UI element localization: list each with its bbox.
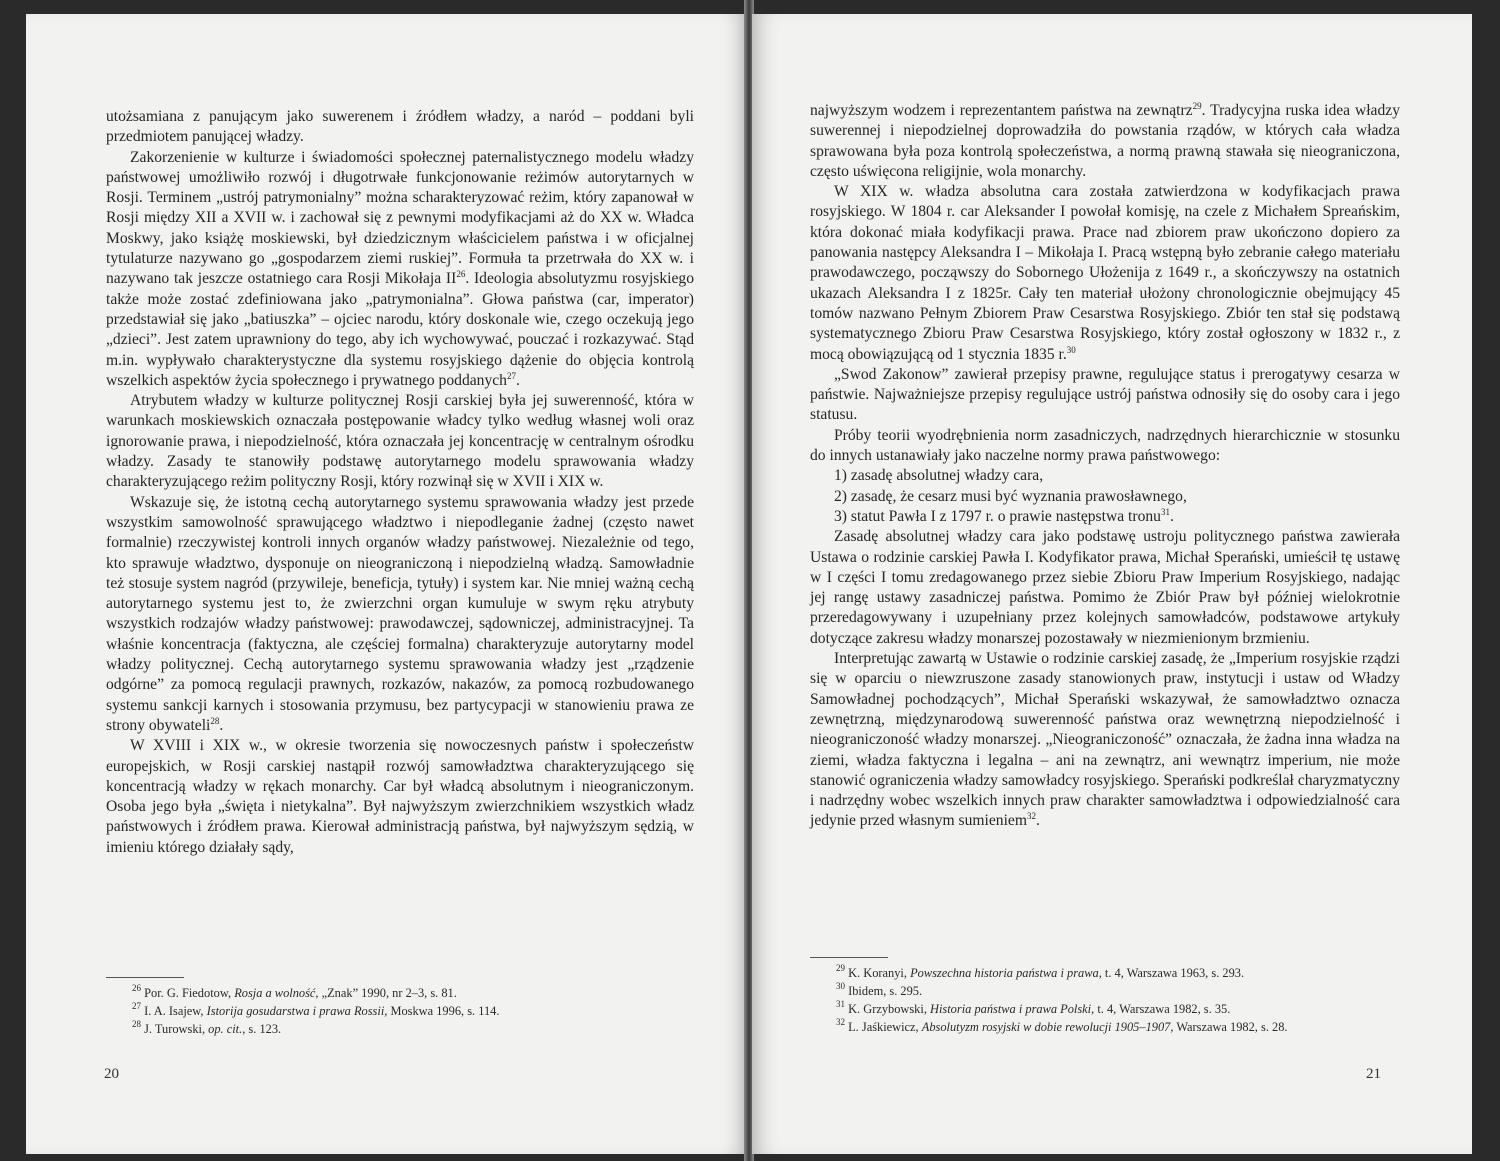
paragraph-text: . Ideologia absolutyzmu rosyjskiego także może zostać zdefiniowana jako „patrymonialna”. Głowa państwa (car, imperator) przedstawiał się jako „batiuszka” – ojciec narodu, który doskonale wie, czego oczekują jego „dzieci”. Jest zatem uprawniony do tego, aby ich wychowywać, pouczać i rozkazywać. Stąd m.in. wypływało charakterystyczne dla systemu rosyjskiego dążenie do objęcia kontrolą wszelkich aspektów życia społecznego i prywatnego poddanych — [106, 270, 694, 389]
left-page — [26, 14, 748, 1154]
right-page-body — [810, 101, 1400, 832]
list-item: 2) zasadę, że cesarz musi być wyznania prawosławnego, — [834, 487, 1187, 505]
footnote-ref: 26 — [456, 269, 466, 280]
paragraph-text: najwyższym wodzem i reprezentantem państwa na zewnątrz — [810, 102, 1193, 119]
footnotes — [836, 964, 1406, 1036]
paragraph-text: . — [1035, 812, 1040, 830]
footnote — [836, 982, 1406, 1000]
footnote-number: 26 — [132, 983, 141, 993]
footnote-number: 30 — [836, 981, 845, 991]
footnote-text: J. Turowski, — [144, 1022, 209, 1036]
footnote-ref: 31 — [1160, 506, 1170, 517]
footnote-text: K. Grzybowski, — [848, 1002, 931, 1016]
paragraph: Atrybutem władzy w kulturze politycznej Rosji carskiej była jej suwerenność, która w warunkach moskiewskich oznaczała postępowanie władcy tylko według własnej woli oraz ignorowanie prawa, i niepodzielność, która oznaczała jej koncentrację w centralnym ośrodku władzy. Zasady te stanowiły podstawę autorytarnego modelu sprawowania władzy charakteryzującego reżim polityczny Rosji, który rozwinął się w XVII i XIX w. — [106, 392, 694, 491]
footnote-text: Moskwa 1996, s. 114. — [387, 1004, 500, 1018]
left-page-body — [106, 107, 694, 858]
footnote-title: Absolutyzm rosyjski w dobie rewolucji 1905–1907, — [921, 1020, 1174, 1034]
footnote-divider — [106, 977, 184, 978]
footnote-number: 27 — [132, 1001, 141, 1011]
footnote-number: 31 — [836, 999, 845, 1009]
paragraph-text: Wskazuje się, że istotną cechą autorytarnego systemu sprawowania władzy jest przede wszystkim samowolność sprawującego władztwo i niepodleganie żadnej (często nawet formalnie) rzeczywistej kontroli innych organów władzy państwowej. Niezależnie od tego, kto sprawuje władztwo, dysponuje on nieograniczoną i niepodzielną władzą. Samowładnie też stosuje system nagród (przywileje, beneficja, tytuły) i system kar. Nie mniej ważną cechą autorytarnego systemu jest to, że zwierzchni organ kumuluje w swym ręku atrybuty wszystkich rodzajów władzy państwowej: prawodawczej, sądowniczej, administracyjnej. Ta właśnie koncentracja (faktyczna, ale częściej formalna) charakteryzuje autorytarny model władzy politycznej. Cechą autorytarnego systemu sprawowania władzy jest „rządzenie odgórne” za pomocą regulacji prawnych, rozkazów, nakazów, za pomocą rozbudowanego systemu sankcji karnych i stosowania przymusu, bez partycypacji w stanowieniu prawa ze strony obywateli — [106, 493, 694, 734]
paragraph — [810, 101, 1400, 182]
paragraph: W XVIII i XIX w., w okresie tworzenia się nowoczesnych państw i społeczeństw europejskich, w Rosji carskiej nastąpił rozwój samowładztwa charakteryzującego się koncentracją władzy w rękach monarchy. Car był władcą absolutnym i nieograniczonym. Osoba jego była „święta i nietykalna”. Był najwyższym zwierzchnikiem wszystkich władz państwowych i źródłem prawa. Kierował administracją państwa, był najwyższym sędzią, w imieniu którego działały sądy, — [106, 737, 694, 856]
footnote-title: op. cit. — [208, 1022, 243, 1036]
footnote-ref: 29 — [1192, 101, 1202, 111]
page-number: 20 — [104, 1066, 119, 1082]
footnote — [132, 1002, 692, 1020]
page-number: 21 — [1366, 1066, 1381, 1082]
paragraph — [810, 182, 1400, 365]
paragraph-text: . — [515, 371, 520, 389]
footnote-number: 29 — [836, 963, 845, 973]
footnote-title: Rosja a wolność — [234, 986, 316, 1000]
paragraph-text: W XIX w. władza absolutna cara została zatwierdzona w kodyfikacjach prawa rosyjskiego. W 1804 r. car Aleksander I powołał komisję, na czele z Michałem Spreańskim, która dokonać miała kodyfikacji prawa. Prace nad zbiorem praw ukończono dopiero za panowania następcy Aleksandra I – Mikołaja I. Pracą wstępną było zebranie całego materiału prawodawczego, począwszy do Sobornego Ułożenija z 1649 r., a skończywszy na ostatnich ukazach Aleksandra I z 1825r. Cały ten materiał ułożony chronologicznie obejmujący 45 tomów nazwano Pełnym Zbiorem Praw Cesarstwa Rosyjskiego. Zbiór ten stał się podstawą systematycznego Zbioru Praw Cesarstwa Rosyjskiego, który został ogłoszony w 1832 r., z mocą obowiązującą od 1 stycznia 1835 r. — [810, 183, 1400, 363]
footnote-divider — [810, 957, 888, 958]
paragraph-text: Interpretując zawartą w Ustawie o rodzinie carskiej zasadę, że „Imperium rosyjskie rządzi się w oparciu o niewzruszone zasady stanowionych praw, instytucji i ustaw od Władzy Samowładnej pochodzących”, Michał Sperański wskazywał, że samowładztwo oznacza zewnętrzną, międzynarodową suwerenność państwa oraz wewnętrzną niepodzielność i nieograniczoność władzy monarszej. „Nieograniczoność” oznaczała, że żadna inna władza na ziemi, władza faktyczna i legalna – ani na zewnątrz, ani wewnątrz imperium, nie może stanowić ograniczenia władzy samowładcy rosyjskiego. Sperański podkreślał charyzmatyczny i nadrzędny wobec wszelkich innych praw charakter samowładztwa i odpowiedzialność cara jedynie przed własnym sumieniem — [810, 650, 1400, 830]
footnote-text: L. Jaśkiewicz, — [848, 1020, 922, 1034]
footnote-text: t. 4, Warszawa 1982, s. 35. — [1094, 1002, 1231, 1016]
paragraph-text: Zakorzenienie w kulturze i świadomości społecznej paternalistycznego modelu władzy państwowej umożliwiło rozwój i długotrwałe funkcjonowanie reżimów autorytarnych w Rosji. Terminem „ustrój patrymonialny” można scharakteryzować reżim, który zapanował w Rosji między XII a XVII w. i zachował się z pewnymi modyfikacjami aż do XX w. Władca Moskwy, jako książę moskiewski, był dziedzicznym właścicielem państwa i w oficjalnej tytulaturze nazywano go „gospodarzem ziemi ruskiej”. Formuła ta przetrwała do XX w. i nazywano tak jeszcze ostatniego cara Rosji Mikołaja II — [106, 148, 694, 288]
paragraph: „Swod Zakonow” zawierał przepisy prawne, regulujące status i prerogatywy cesarza w państwie. Najważniejsze przepisy regulujące ustrój państwa odnosiły się do osoby cara i jego statusu. — [810, 365, 1400, 424]
footnote-title: Istorija gosudarstwa i prawa Rossii, — [206, 1004, 388, 1018]
footnote-title: Powszechna historia państwa i prawa, — [910, 966, 1102, 980]
footnote-title: Historia państwa i prawa Polski, — [930, 1002, 1095, 1016]
list-item: 1) zasadę absolutnej władzy cara, — [834, 467, 1044, 485]
footnote-ref: 27 — [506, 370, 516, 381]
footnote-ref: 30 — [1066, 344, 1076, 355]
footnote — [132, 1020, 692, 1038]
paragraph-text: . — [219, 716, 224, 734]
footnote-text: I. A. Isajew, — [144, 1004, 207, 1018]
footnote-text: , „Znak” 1990, nr 2–3, s. 81. — [315, 986, 457, 1000]
footnote-number: 32 — [836, 1017, 845, 1027]
footnote-ref: 28 — [210, 715, 220, 726]
paragraph-text: . Tradycyjna ruska idea władzy suwerennej i niepodzielnej doprowadziła do powstania rządów, w których cała władza sprawowana była poza kontrolą społeczeństwa, a normą prawną stawała się nieograniczona, często uświęcona religijnie, wola monarchy. — [810, 102, 1400, 180]
paragraph — [106, 493, 694, 737]
footnote — [836, 1018, 1406, 1036]
paragraph: Zasadę absolutnej władzy cara jako podstawę ustroju politycznego państwa zawierała Ustawa o rodzinie carskiej Pawła I. Kodyfikator prawa, Michał Sperański, umieścił tę ustawę w I części I tomu zredagowanego przez siebie Zbioru Praw Imperium Rosyjskiego, nadając jej rangę ustawy zasadniczej państwa. Pomimo że Zbiór Praw był później wielokrotnie przeredagowywany i uzupełniany przez kolejnych samowładców, podstawowe artykuły dotyczące zakresu władzy monarszej pozostawały w niezmienionym brzmieniu. — [810, 528, 1400, 647]
footnote-text: Warszawa 1982, s. 28. — [1173, 1020, 1288, 1034]
list-item-text: 3) statut Pawła I z 1797 r. o prawie następstwa tronu — [834, 507, 1161, 525]
right-page — [752, 14, 1472, 1154]
paragraph: Próby teorii wyodrębnienia norm zasadniczych, nadrzędnych hierarchicznie w stosunku do innych ustanawiały jako naczelne normy prawa państwowego: — [810, 426, 1400, 465]
list-item — [810, 507, 1400, 527]
footnote-ref: 32 — [1026, 811, 1036, 822]
footnote — [132, 984, 692, 1002]
footnote — [836, 964, 1406, 982]
footnote-text: K. Koranyi, — [848, 966, 911, 980]
footnote — [836, 1000, 1406, 1018]
footnote-text: t. 4, Warszawa 1963, s. 293. — [1101, 966, 1245, 980]
list-item-text: . — [1169, 507, 1174, 525]
paragraph — [106, 148, 694, 392]
paragraph: utożsamiana z panującym jako suwerenem i źródłem władzy, a naród – poddani byli przedmiotem panującej władzy. — [106, 108, 694, 146]
footnote-text: Por. G. Fiedotow, — [144, 986, 235, 1000]
footnote-text: Ibidem, s. 295. — [848, 984, 923, 998]
footnote-text: , s. 123. — [242, 1022, 282, 1036]
paragraph — [810, 649, 1400, 832]
footnotes — [132, 984, 692, 1038]
footnote-number: 28 — [132, 1019, 141, 1029]
